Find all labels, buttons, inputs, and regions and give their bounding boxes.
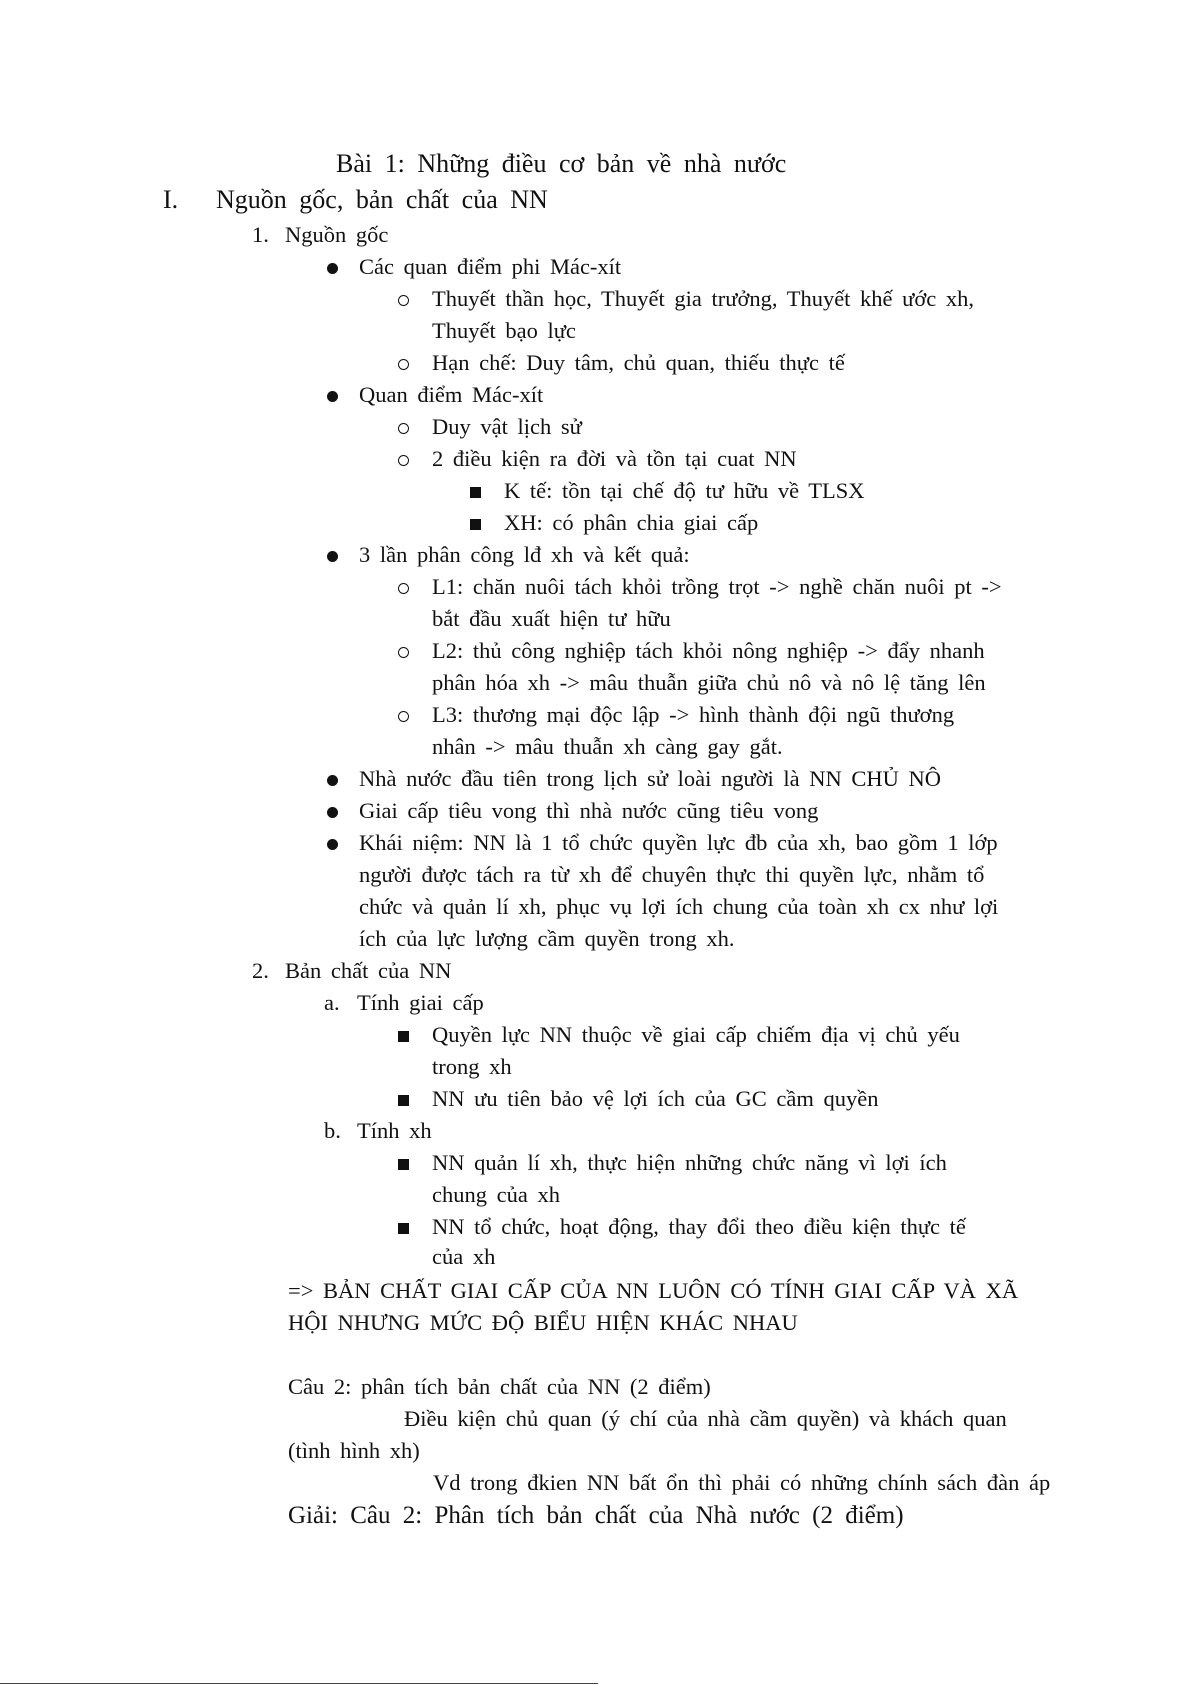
bullet-circle-icon (398, 572, 409, 602)
bullet-text-cont: người được tách ra từ xh để chuyên thực thi quyền lực, nhằm tổ (359, 862, 985, 887)
bullet-text-cont: bắt đầu xuất hiện tư hữu (432, 606, 671, 631)
bullet-text: L1: chăn nuôi tách khỏi trồng trọt -> nghề chăn nuôi pt -> (432, 574, 1002, 599)
bullet-text-cont: ích của lực lượng cầm quyền trong xh. (359, 926, 735, 951)
bullet-text-cont: nhân -> mâu thuẫn xh càng gay gắt. (432, 734, 783, 759)
bullet-text: Quyền lực NN thuộc về giai cấp chiếm địa vị chủ yếu (432, 1022, 960, 1047)
bullet-text: NN quản lí xh, thực hiện những chức năng vì lợi ích (432, 1150, 947, 1175)
bullet-text-cont: Thuyết bạo lực (432, 318, 576, 343)
list-title: Tính xh (357, 1118, 432, 1143)
bullet-text-cont: chức và quản lí xh, phục vụ lợi ích chung của toàn xh cx như lợi (359, 894, 999, 919)
bullet-square-icon (398, 1084, 409, 1114)
bullet-text: 3 lần phân công lđ xh và kết quả: (359, 542, 690, 567)
subsection-number: 2. (252, 958, 269, 983)
bullet-text-cont: phân hóa xh -> mâu thuẫn giữa chủ nô và nô lệ tăng lên (432, 670, 986, 695)
bullet-text: Quan điểm Mác-xít (359, 382, 544, 407)
bullet-dot-icon (327, 540, 338, 570)
bullet-circle-icon (398, 700, 409, 730)
bullet-text: NN tổ chức, hoạt động, thay đổi theo điều kiện thực tế (432, 1214, 966, 1239)
bullet-text: Hạn chế: Duy tâm, chủ quan, thiếu thực tế (432, 350, 845, 375)
bullet-text: L2: thủ công nghiệp tách khỏi nông nghiệp -> đẩy nhanh (432, 638, 985, 663)
paragraph-text: Điều kiện chủ quan (ý chí của nhà cầm quyền) và khách quan (404, 1406, 1007, 1431)
bullet-text: Khái niệm: NN là 1 tổ chức quyền lực đb của xh, bao gồm 1 lớp (359, 830, 998, 855)
footnote-divider (0, 1683, 598, 1684)
bullet-dot-icon (327, 764, 338, 794)
subsection-title: Bản chất của NN (285, 958, 452, 983)
bullet-text: Nhà nước đầu tiên trong lịch sử loài người là NN CHỦ NÔ (359, 766, 942, 791)
bullet-text: Duy vật lịch sử (432, 414, 582, 439)
bullet-circle-icon (398, 444, 409, 474)
bullet-square-icon (470, 476, 481, 506)
question-heading: Câu 2: phân tích bản chất của NN (2 điểm) (288, 1374, 711, 1399)
subsection-number: 1. (252, 222, 269, 247)
bullet-text-cont: trong xh (432, 1054, 512, 1079)
bullet-text: K tế: tồn tại chế độ tư hữu về TLSX (504, 478, 865, 503)
bullet-square-icon (398, 1148, 409, 1178)
section-number: I. (163, 185, 179, 214)
list-title: Tính giai cấp (357, 990, 484, 1015)
bullet-text: XH: có phân chia giai cấp (504, 510, 759, 535)
bullet-text-cont: của xh (432, 1244, 496, 1269)
bullet-circle-icon (398, 412, 409, 442)
bullet-circle-icon (398, 284, 409, 314)
bullet-square-icon (398, 1212, 409, 1242)
list-letter: a. (324, 990, 340, 1015)
conclusion-line: HỘI NHƯNG MỨC ĐỘ BIỂU HIỆN KHÁC NHAU (288, 1310, 798, 1335)
bullet-square-icon (398, 1020, 409, 1050)
subsection-title: Nguồn gốc (285, 222, 389, 247)
bullet-dot-icon (327, 796, 338, 826)
list-letter: b. (324, 1118, 341, 1143)
bullet-dot-icon (327, 252, 338, 282)
section-title: Nguồn gốc, bản chất của NN (216, 185, 548, 214)
bullet-text: Các quan điểm phi Mác-xít (359, 254, 622, 279)
conclusion-line: => BẢN CHẤT GIAI CẤP CỦA NN LUÔN CÓ TÍNH GIAI CẤP VÀ XÃ (288, 1278, 1019, 1303)
bullet-text: 2 điều kiện ra đời và tồn tại cuat NN (432, 446, 797, 471)
paragraph-text: Vd trong đkien NN bất ổn thì phải có những chính sách đàn áp (433, 1470, 1051, 1495)
page-title: Bài 1: Những điều cơ bản về nhà nước (336, 149, 787, 178)
bullet-text: Giai cấp tiêu vong thì nhà nước cũng tiêu vong (359, 798, 819, 823)
bullet-text: NN ưu tiên bảo vệ lợi ích của GC cầm quyền (432, 1086, 879, 1111)
bullet-square-icon (470, 508, 481, 538)
bullet-dot-icon (327, 380, 338, 410)
bullet-dot-icon (327, 828, 338, 858)
paragraph-text-cont: (tình hình xh) (288, 1438, 420, 1463)
bullet-circle-icon (398, 348, 409, 378)
answer-heading: Giải: Câu 2: Phân tích bản chất của Nhà nước (2 điểm) (288, 1502, 904, 1529)
bullet-text-cont: chung của xh (432, 1182, 560, 1207)
bullet-circle-icon (398, 636, 409, 666)
bullet-text: Thuyết thần học, Thuyết gia trưởng, Thuyết khế ước xh, (432, 286, 974, 311)
bullet-text: L3: thương mại độc lập -> hình thành đội ngũ thương (432, 702, 955, 727)
